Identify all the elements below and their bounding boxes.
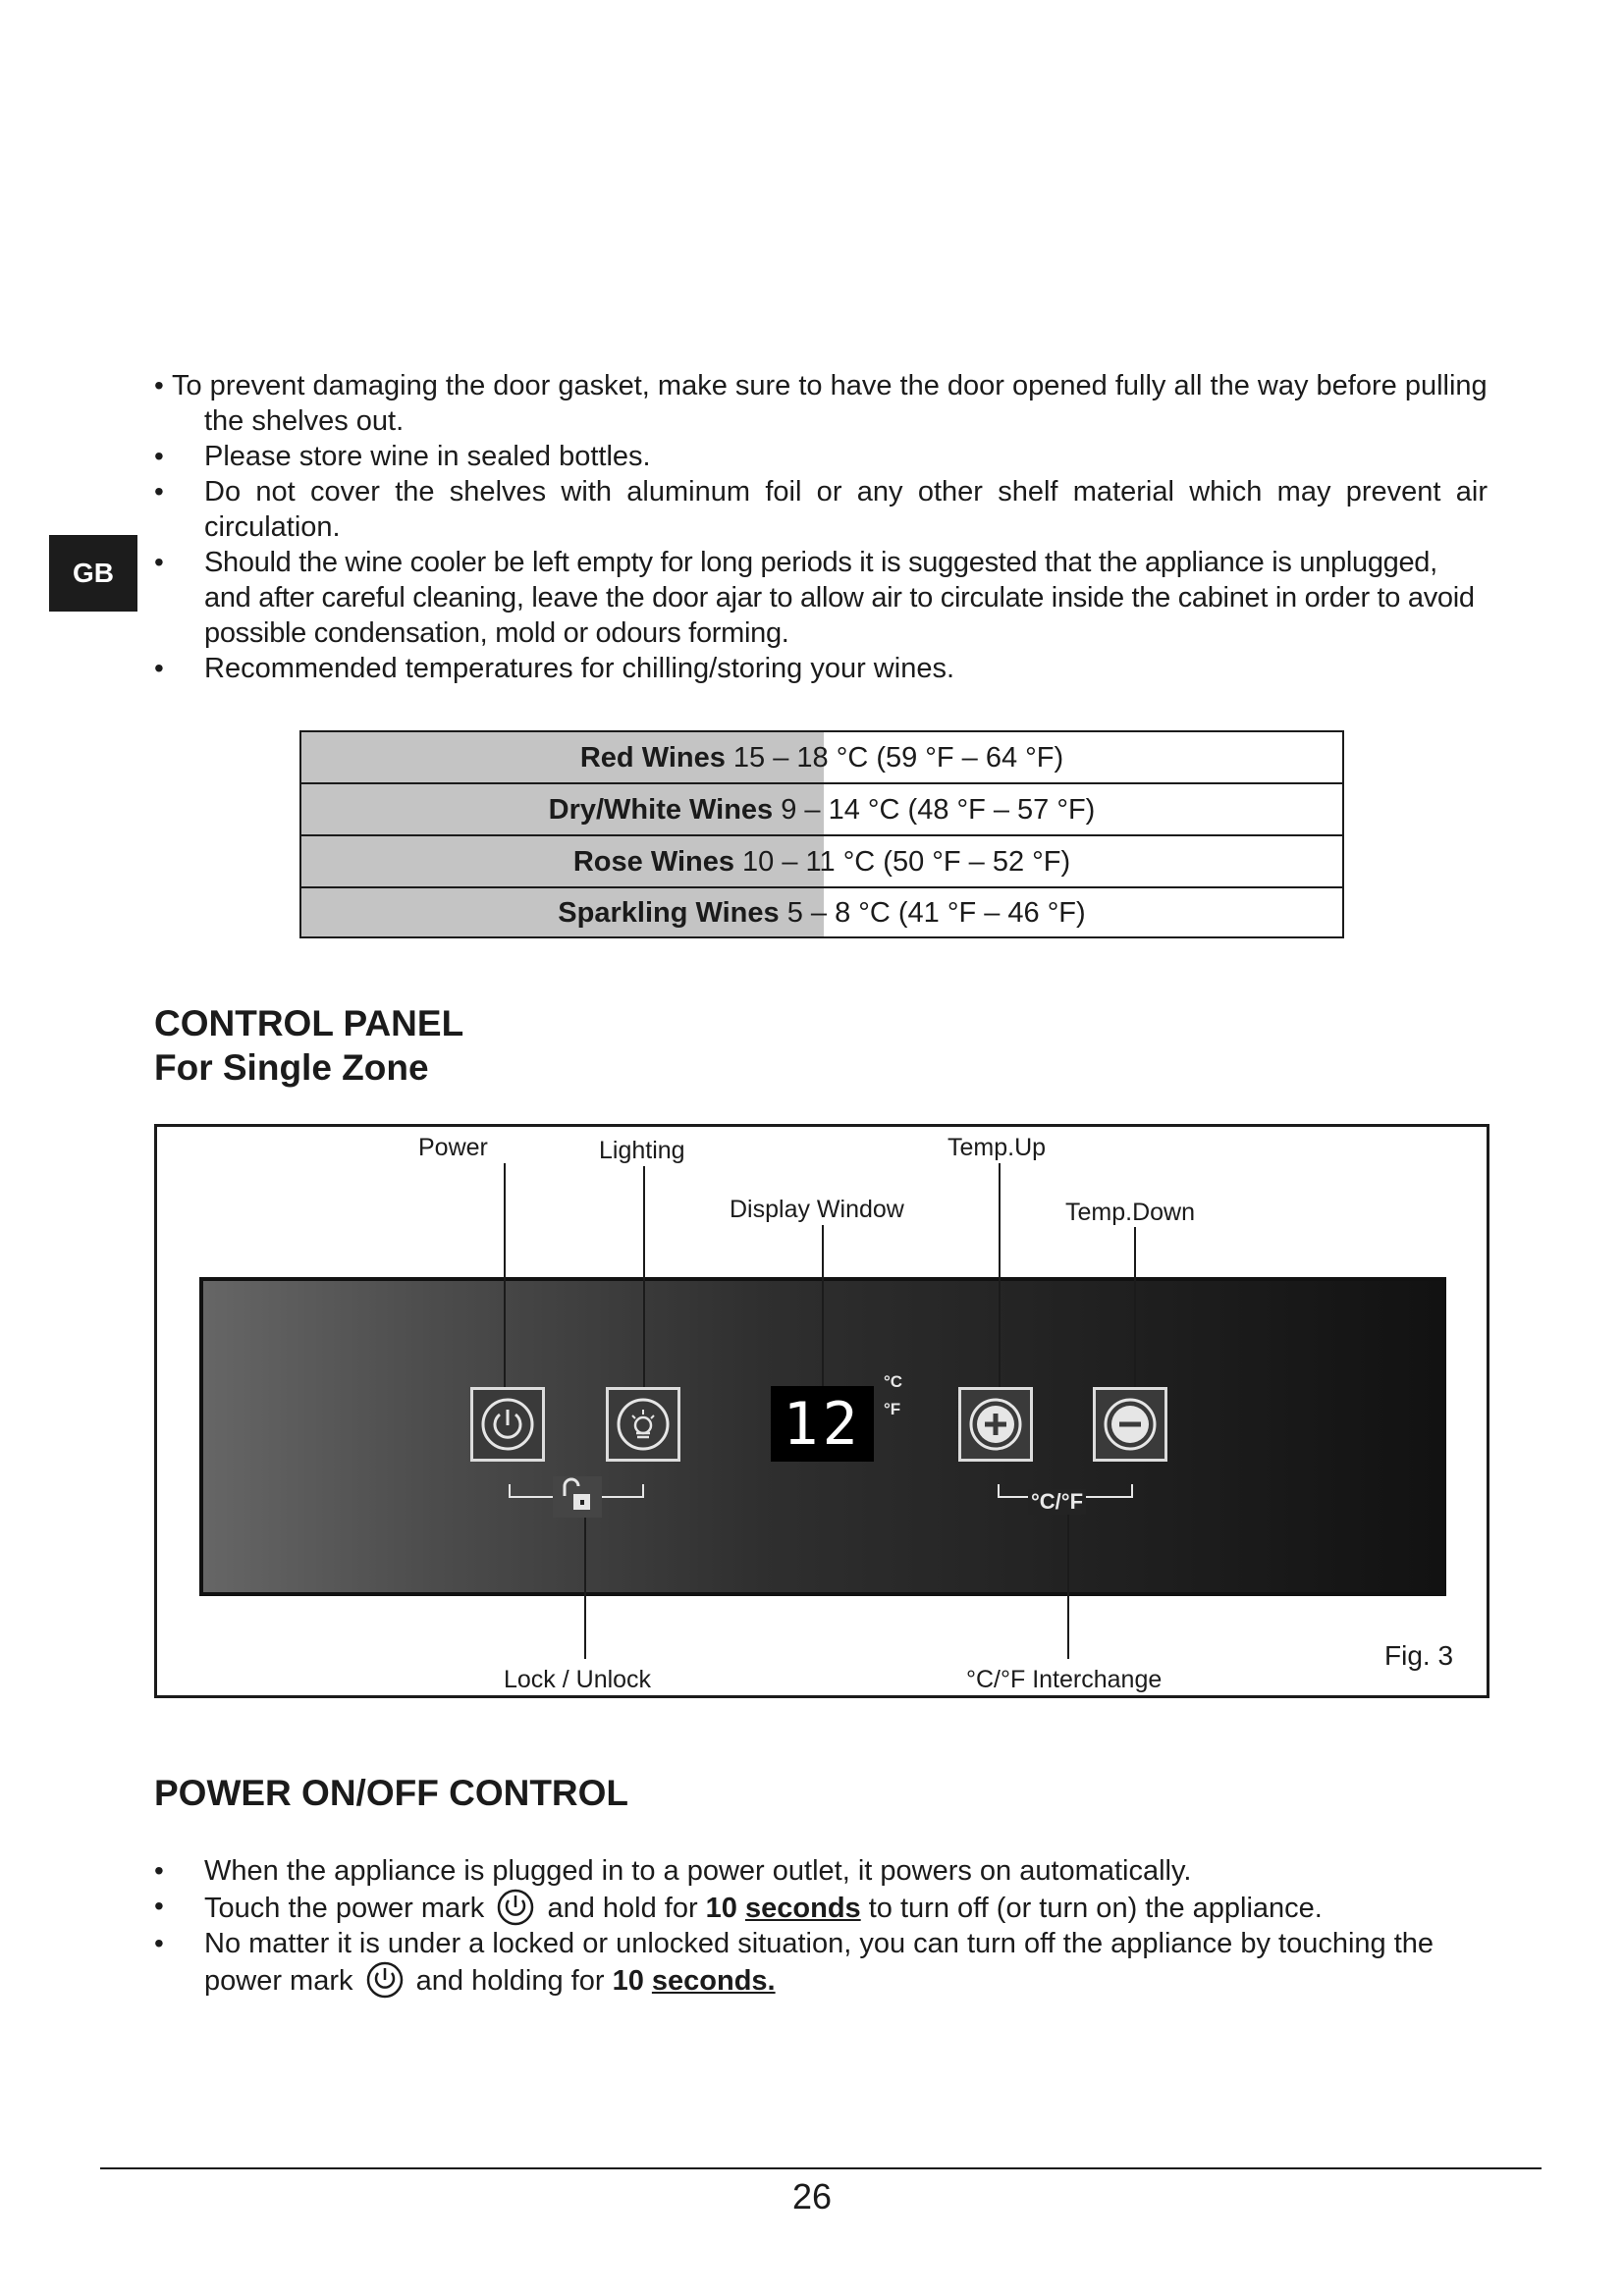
callout-lighting: Lighting (599, 1137, 685, 1164)
wine-temperature-table (299, 730, 1344, 938)
callout-display-window: Display Window (730, 1196, 904, 1223)
callout-temp-down: Temp.Down (1065, 1199, 1195, 1226)
lighting-button[interactable] (606, 1387, 680, 1462)
interchange-mark: °C/°F (1028, 1489, 1086, 1515)
display-window: 12 (771, 1386, 874, 1462)
footer-rule (100, 2167, 1542, 2169)
temp-down-button[interactable] (1093, 1387, 1167, 1462)
list-item: • To prevent damaging the door gasket, make sure to have the door opened fully all the way before pulling the shelves out. (152, 368, 1488, 439)
care-tips-list (152, 368, 1488, 686)
power-button[interactable] (470, 1387, 545, 1462)
table-row: Sparkling Wines 5 – 8 °C (41 °F – 46 °F) (558, 896, 1086, 929)
section-title-power: POWER ON/OFF CONTROL (154, 1773, 629, 1813)
section-subtitle: For Single Zone (154, 1047, 429, 1088)
power-icon (494, 1889, 537, 1926)
callout-lock-unlock: Lock / Unlock (504, 1666, 652, 1693)
list-item: • When the appliance is plugged in to a power outlet, it powers on automatically. (152, 1853, 1488, 1889)
list-item: • Do not cover the shelves with aluminum foil or any other shelf material which may prevent air circulation. (152, 474, 1488, 545)
table-row: Dry/White Wines 9 – 14 °C (48 °F – 57 °F) (548, 793, 1096, 826)
figure-label: Fig. 3 (1384, 1640, 1454, 1671)
plus-icon (961, 1390, 1030, 1459)
lock-icon (553, 1476, 602, 1518)
light-bulb-icon (609, 1390, 677, 1459)
table-row: Red Wines 15 – 18 °C (59 °F – 64 °F) (579, 741, 1064, 774)
power-icon (363, 1961, 406, 1999)
unit-fahrenheit: °F (884, 1400, 901, 1418)
table-row: Rose Wines 10 – 11 °C (50 °F – 52 °F) (572, 845, 1071, 878)
minus-icon (1096, 1390, 1164, 1459)
callout-interchange: °C/°F Interchange (966, 1666, 1163, 1693)
unit-celsius: °C (884, 1372, 903, 1391)
section-title-control-panel: CONTROL PANEL (154, 1003, 464, 1043)
power-icon (473, 1390, 542, 1459)
list-item: • Please store wine in sealed bottles. (152, 439, 1488, 474)
callout-power: Power (418, 1134, 488, 1161)
power-instructions-list (152, 1853, 1488, 1999)
list-item: • Should the wine cooler be left empty for long periods it is suggested that the appliance is unplugged, and after careful cleaning, leave the door ajar to allow air to circulate inside the cabinet in order to avoid possible condensation, mold or odours forming. (152, 545, 1488, 651)
callout-temp-up: Temp.Up (947, 1134, 1047, 1161)
language-tab: GB (49, 535, 137, 612)
page-number: 26 (791, 2176, 833, 2216)
list-item: • Recommended temperatures for chilling/storing your wines. (152, 651, 1488, 686)
list-item: • No matter it is under a locked or unlocked situation, you can turn off the appliance by touching the power mark and holding for 10 seconds. (152, 1926, 1488, 1999)
list-item: • Touch the power mark and hold for 10 seconds to turn off (or turn on) the appliance. (152, 1889, 1488, 1926)
temp-up-button[interactable] (958, 1387, 1033, 1462)
